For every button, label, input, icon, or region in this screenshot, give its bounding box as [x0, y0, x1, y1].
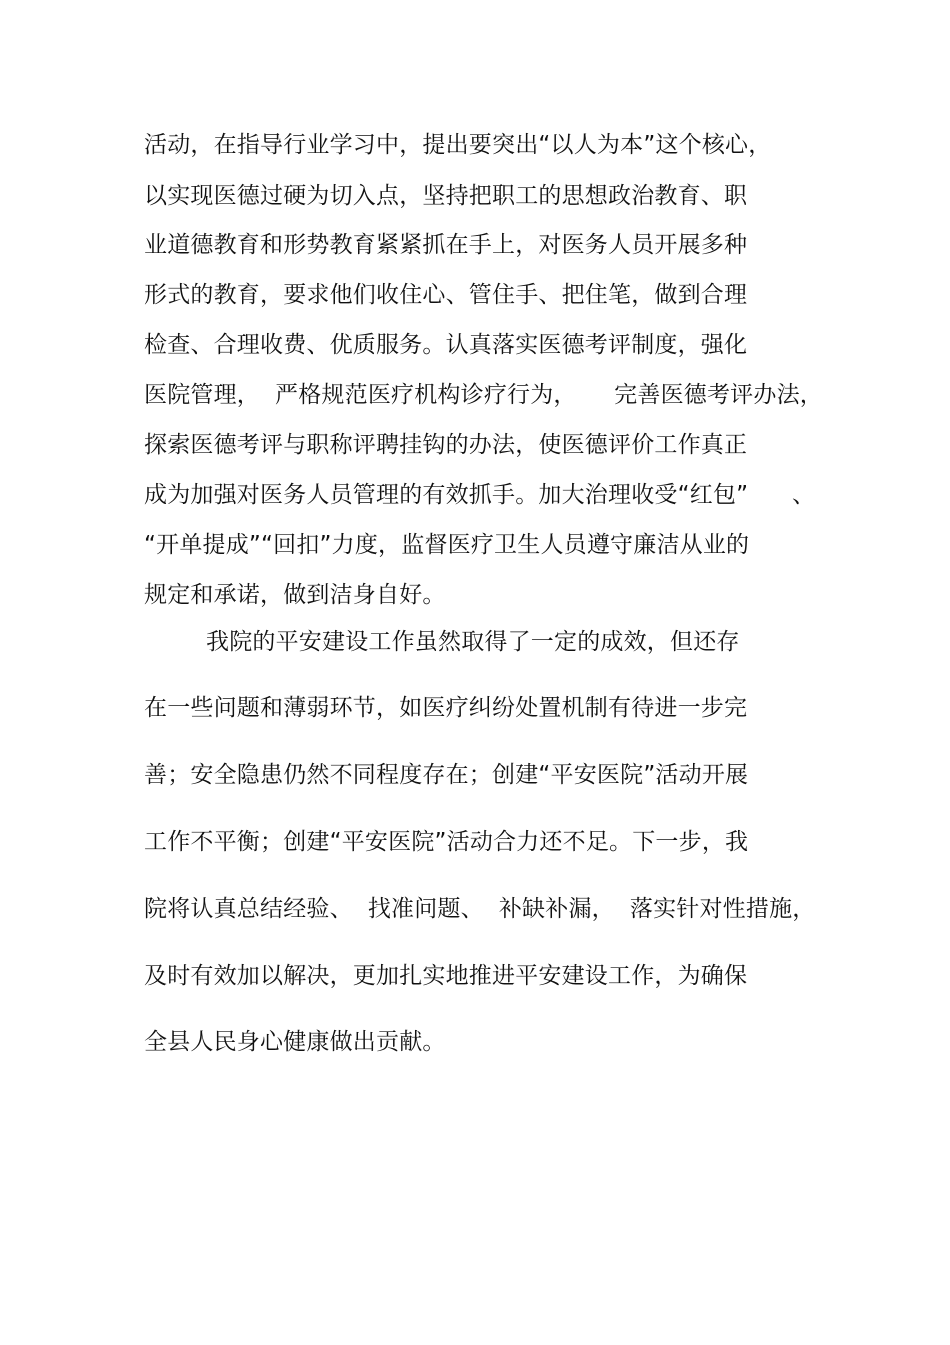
paragraph-line: 全县人民身心健康做出贡献。 — [144, 1029, 446, 1055]
trailing-punctuation: 、 — [792, 482, 815, 508]
paragraph-line: 在一些问题和薄弱环节，如医疗纠纷处置机制有待进一步完 — [144, 695, 748, 721]
paragraph-line: 业道德教育和形势教育紧紧抓在手上，对医务人员开展多种 — [144, 232, 748, 258]
paragraph-line: 医院管理， 严格规范医疗机构诊疗行为， 完善医德考评办法， — [144, 382, 823, 408]
paragraph-line: 及时有效加以解决，更加扎实地推进平安建设工作，为确保 — [144, 963, 748, 989]
paragraph-line: 我院的平安建设工作虽然取得了一定的成效，但还存 — [206, 629, 740, 655]
paragraph-line: 院将认真总结经验、 找准问题、 补缺补漏， 落实针对性措施， — [144, 896, 816, 922]
paragraph-line: 检查、合理收费、优质服务。认真落实医德考评制度，强化 — [144, 332, 748, 358]
paragraph-line: 规定和承诺，做到洁身自好。 — [144, 582, 446, 608]
paragraph-line: 善；安全隐患仍然不同程度存在；创建“平安医院”活动开展 — [144, 762, 749, 788]
paragraph-line: 以实现医德过硬为切入点，坚持把职工的思想政治教育、职 — [144, 183, 748, 209]
paragraph-line: “开单提成”“回扣”力度，监督医疗卫生人员遵守廉洁从业的 — [144, 532, 750, 558]
paragraph-line: 工作不平衡；创建“平安医院”活动合力还不足。下一步，我 — [144, 829, 749, 855]
paragraph-line: 探索医德考评与职称评聘挂钩的办法，使医德评价工作真正 — [144, 432, 748, 458]
paragraph-line: 成为加强对医务人员管理的有效抓手。加大治理收受“红包” — [144, 482, 749, 508]
paragraph-line: 形式的教育，要求他们收住心、管住手、把住笔，做到合理 — [144, 282, 748, 308]
paragraph-line: 活动，在指导行业学习中，提出要突出“以人为本”这个核心， — [144, 132, 772, 158]
